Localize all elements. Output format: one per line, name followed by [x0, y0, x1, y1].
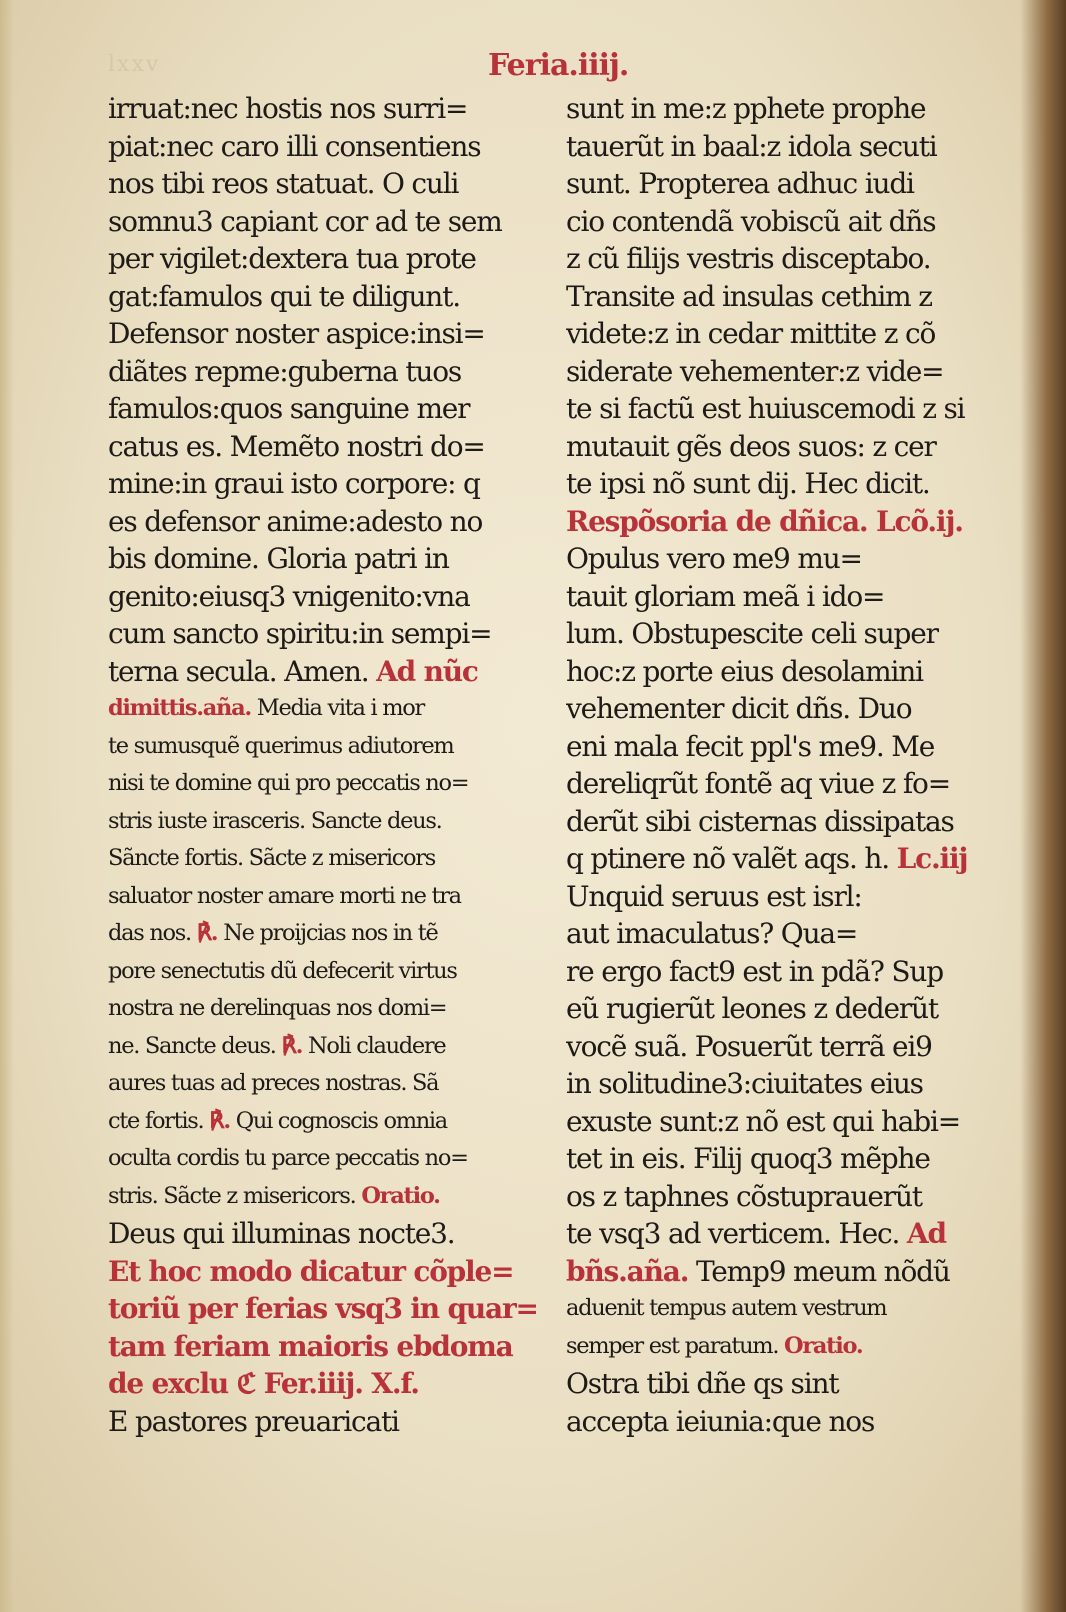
- text-line: accepta ieiunia:que nos: [566, 1404, 875, 1438]
- rubric-text: Ad nũc: [376, 654, 478, 688]
- running-header: Feria.iiij.: [488, 48, 629, 83]
- text-line: saluator noster amare morti ne tra: [108, 882, 461, 909]
- text-line: catus es. Memẽto nostri do=: [108, 429, 485, 463]
- text-line: somnu3 capiant cor ad te sem: [108, 204, 502, 238]
- text-line: nos tibi reos statuat. O culi: [108, 167, 459, 200]
- text-run: das nos.: [108, 920, 197, 946]
- text-line: nisi te domine qui pro peccatis no=: [108, 770, 469, 796]
- text-line: cum sancto spiritu:in sempi=: [108, 617, 492, 650]
- text-line: [108, 915, 548, 953]
- rubric-text: Ad: [906, 1217, 946, 1250]
- text-line: Et hoc modo dicatur cõple=: [108, 1254, 514, 1288]
- text-line: vocẽ suã. Posuerũt terrã ei9: [566, 1029, 932, 1063]
- text-line: [108, 1178, 548, 1216]
- text-run: Temp9 meum nõdũ: [688, 1254, 950, 1288]
- text-line: mutauit gẽs deos suos: z cer: [566, 429, 936, 463]
- left-text-column: [108, 90, 548, 1440]
- rubric-text: dimittis.aña.: [108, 695, 251, 721]
- text-line: aures tuas ad preces nostras. Sã: [108, 1070, 439, 1096]
- rubric-text: ℟.: [281, 1032, 303, 1059]
- text-line: genito:eiusq3 vnigenito:vna: [108, 579, 470, 613]
- text-line: te si factũ est huiuscemodi z si: [566, 392, 965, 425]
- text-line: Ostra tibi dñe qs sint: [566, 1367, 839, 1400]
- text-line: in solitudine3:ciuitates eius: [566, 1067, 923, 1100]
- text-line: os z taphnes cõstuprauerũt: [566, 1179, 922, 1213]
- text-line: hoc:z porte eius desolamini: [566, 654, 923, 688]
- text-line: te sumusquẽ querimus adiutorem: [108, 732, 454, 759]
- text-run: semper est paratum.: [566, 1332, 785, 1359]
- text-line: lum. Obstupescite celi super: [566, 617, 938, 650]
- rubric-text: Lc.iij: [896, 842, 968, 875]
- text-line: Transite ad insulas cethim z: [566, 279, 932, 313]
- text-line: [566, 840, 1014, 878]
- text-line: [566, 1328, 1014, 1366]
- text-line: nostra ne derelinquas nos domi=: [108, 995, 447, 1021]
- text-line: bis domine. Gloria patri in: [108, 542, 449, 575]
- text-line: dereliqrũt fontẽ aq viue z fo=: [566, 767, 950, 800]
- page-right-edge-shadow: [1020, 0, 1066, 1612]
- text-line: gat:famulos qui te diligunt.: [108, 279, 460, 313]
- text-line: oculta cordis tu parce peccatis no=: [108, 1145, 468, 1171]
- text-line: Respõsoria de dñica. Lcõ.ij.: [566, 504, 963, 538]
- text-line: exuste sunt:z nõ est qui habi=: [566, 1104, 961, 1138]
- text-line: toriũ per ferias vsq3 in quar=: [108, 1292, 538, 1325]
- text-line: [108, 1103, 548, 1141]
- text-line: piat:nec caro illi consentiens: [108, 129, 481, 163]
- right-text-column: [566, 90, 1014, 1440]
- text-line: [108, 1028, 548, 1066]
- rubric-text: ℟.: [196, 920, 218, 946]
- text-line: vehementer dicit dñs. Duo: [566, 692, 912, 725]
- text-line: aduenit tempus autem vestrum: [566, 1295, 887, 1321]
- text-line: eni mala fecit ppl's me9. Me: [566, 729, 935, 763]
- text-line: tauit gloriam meã i ido=: [566, 579, 885, 613]
- text-run: te vsq3 ad verticem. Hec.: [566, 1217, 907, 1250]
- text-line: sunt in me:z pphete prophe: [566, 92, 926, 125]
- text-line: videte:z in cedar mittite z cõ: [566, 317, 936, 350]
- text-run: Noli claudere: [302, 1032, 446, 1059]
- ghost-folio-show-through: lxxv: [108, 52, 161, 77]
- text-line: sunt. Propterea adhuc iudi: [566, 167, 914, 200]
- text-line: diãtes repme:guberna tuos: [108, 354, 462, 388]
- text-line: tet in eis. Filij quoq3 mẽphe: [566, 1142, 930, 1175]
- page-left-edge: [0, 0, 14, 1612]
- text-line: E pastores preuaricati: [108, 1404, 399, 1438]
- text-line: z cũ filijs vestris disceptabo.: [566, 242, 931, 275]
- text-line: aut imaculatus? Qua=: [566, 917, 858, 950]
- text-line: [566, 1253, 1014, 1291]
- rubric-text: Oratio.: [784, 1332, 863, 1359]
- text-line: famulos:quos sanguine mer: [108, 392, 470, 425]
- text-line: per vigilet:dextera tua prote: [108, 242, 476, 275]
- text-run: q ptinere nõ valẽt aqs. h.: [566, 842, 897, 875]
- text-run: terna secula. Amen.: [108, 654, 377, 688]
- text-line: stris iuste irasceris. Sancte deus.: [108, 807, 442, 834]
- text-line: [566, 1215, 1014, 1253]
- text-run: ne. Sancte deus.: [108, 1032, 282, 1059]
- text-line: Unquid seruus est isrl:: [566, 879, 862, 913]
- rubric-text: bñs.aña.: [566, 1254, 689, 1288]
- text-line: re ergo fact9 est in pdã? Sup: [566, 954, 943, 988]
- text-line: derũt sibi cisternas dissipatas: [566, 804, 954, 838]
- text-line: Sãncte fortis. Sãcte z misericors: [108, 845, 435, 871]
- text-line: de exclu ℭ Fer.iiij. X.f.: [108, 1367, 419, 1400]
- text-line: [108, 690, 548, 728]
- text-line: siderate vehementer:z vide=: [566, 354, 944, 388]
- text-run: Ne proijcias nos in tẽ: [217, 920, 438, 946]
- text-line: eũ rugierũt leones z dederũt: [566, 992, 938, 1025]
- text-run: Media vita i mor: [250, 695, 424, 721]
- text-line: es defensor anime:adesto no: [108, 504, 483, 538]
- text-line: Opulus vero me9 mu=: [566, 542, 862, 575]
- text-line: Deus qui illuminas nocte3.: [108, 1217, 455, 1250]
- text-line: te ipsi nõ sunt dij. Hec dicit.: [566, 467, 930, 500]
- rubric-text: ℟.: [209, 1107, 230, 1134]
- text-run: Qui cognoscis omnia: [229, 1107, 447, 1134]
- text-line: tauerũt in baal:z idola secuti: [566, 129, 937, 163]
- text-line: cio contendã vobiscũ ait dñs: [566, 204, 936, 238]
- text-line: mine:in graui isto corpore: q: [108, 467, 480, 500]
- rubric-text: Oratio.: [361, 1182, 440, 1209]
- text-line: pore senectutis dũ defecerit virtus: [108, 957, 457, 984]
- text-run: cte fortis.: [108, 1107, 210, 1134]
- text-line: [108, 653, 548, 691]
- text-run: stris. Sãcte z misericors.: [108, 1182, 362, 1209]
- text-line: irruat:nec hostis nos surri=: [108, 92, 468, 125]
- text-line: tam feriam maioris ebdoma: [108, 1329, 513, 1363]
- text-line: Defensor noster aspice:insi=: [108, 317, 485, 350]
